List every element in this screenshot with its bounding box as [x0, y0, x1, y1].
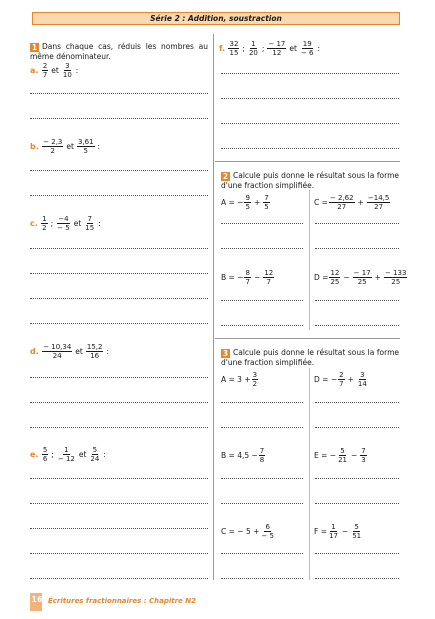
answer-line — [30, 503, 208, 504]
ex1-instruction: Dans chaque cas, réduis les nombres au même dénominateur. — [30, 42, 208, 61]
answer-line — [315, 503, 399, 504]
answer-line — [315, 578, 399, 579]
numerator: 1 — [64, 446, 69, 454]
ex3-instruction: Calcule puis donne le résultat sous la forme d'une fraction simplifiée. — [221, 348, 399, 367]
numerator: 7 — [87, 215, 92, 223]
denominator: 14 — [357, 380, 367, 388]
separator: : — [98, 219, 101, 228]
separator: ; — [50, 219, 54, 228]
operator: + — [347, 375, 354, 384]
denominator: − 5 — [261, 532, 274, 540]
denominator: 16 — [90, 352, 100, 360]
answer-line — [221, 553, 303, 554]
denominator: 12 — [272, 49, 282, 57]
numerator: 1 — [331, 523, 336, 531]
denominator: 5 — [83, 147, 88, 155]
expr-prefix: C = — [314, 198, 328, 207]
fraction — [300, 40, 315, 57]
fraction — [42, 343, 72, 360]
fraction — [248, 40, 259, 57]
answer-line — [221, 503, 303, 504]
fraction — [42, 62, 48, 79]
answer-line — [221, 427, 303, 428]
numerator: 3 — [65, 62, 70, 70]
ex2-expr-b — [221, 269, 275, 286]
ex2-expr-a — [221, 194, 271, 211]
fraction — [360, 447, 366, 464]
numerator: 12 — [330, 269, 340, 277]
answer-line — [30, 323, 208, 324]
expr-prefix: D = − — [314, 375, 338, 384]
ex1-number: 1 — [31, 42, 38, 52]
answer-line — [30, 170, 208, 171]
denominator: 2 — [50, 147, 55, 155]
numerator: 19 — [302, 40, 312, 48]
answer-line — [221, 578, 303, 579]
fraction — [244, 194, 250, 211]
series-title: Série 2 : Addition, soustraction — [150, 14, 282, 23]
answer-line — [30, 298, 208, 299]
answer-line — [315, 223, 399, 224]
separator: ; — [242, 44, 245, 53]
answer-line — [221, 478, 303, 479]
answer-line — [315, 300, 399, 301]
fraction — [57, 446, 76, 463]
answer-line — [315, 553, 399, 554]
separator: : — [106, 347, 109, 356]
fraction — [244, 269, 250, 286]
separator: et — [66, 142, 74, 151]
answer-line — [221, 98, 399, 99]
operator: − — [253, 273, 261, 282]
denominator: 24 — [52, 352, 62, 360]
answer-line — [30, 195, 208, 196]
operator: − — [351, 451, 358, 460]
fraction — [367, 194, 390, 211]
numerator: 7 — [259, 447, 265, 455]
ex3-expr-d — [314, 371, 369, 388]
answer-line — [30, 578, 208, 579]
fraction — [41, 215, 47, 232]
section-divider — [215, 161, 400, 162]
denominator: 24 — [90, 455, 100, 463]
ex3-number: 3 — [222, 348, 229, 358]
answer-line — [221, 148, 399, 149]
ex3-expr-f — [314, 523, 363, 540]
numerator: 3 — [252, 371, 258, 379]
separator: : — [103, 450, 106, 459]
denominator: 2 — [42, 224, 47, 232]
numerator: 7 — [264, 194, 269, 202]
numerator: − 2,3 — [43, 138, 63, 146]
answer-line — [30, 118, 208, 119]
numerator: − 10,34 — [43, 343, 72, 351]
numerator: 5 — [354, 523, 359, 531]
operator: − — [341, 527, 349, 536]
numerator: 32 — [229, 40, 239, 48]
ex3-expr-a — [221, 371, 259, 388]
ex3-expr-c — [221, 523, 276, 540]
ex2-column-divider — [309, 190, 310, 330]
denominator: 6 — [42, 455, 48, 463]
fraction — [338, 371, 344, 388]
answer-line — [221, 73, 399, 74]
ex1-item-a — [30, 62, 80, 79]
ex2-instruction-block — [221, 171, 399, 190]
series-header — [32, 12, 400, 25]
answer-line — [221, 402, 303, 403]
answer-line — [30, 377, 208, 378]
denominator: 7 — [245, 278, 250, 286]
answer-line — [221, 248, 303, 249]
ex2-expr-d — [314, 269, 408, 286]
fraction — [42, 446, 48, 463]
numerator: − 133 — [384, 269, 407, 277]
denominator: 27 — [374, 203, 384, 211]
numerator: 12 — [264, 269, 274, 277]
numerator: 1 — [42, 215, 47, 223]
denominator: 3 — [361, 456, 366, 464]
separator: et — [78, 450, 87, 459]
numerator: 3 — [360, 371, 365, 379]
numerator: −14,5 — [367, 194, 390, 202]
ex2-number: 2 — [222, 171, 229, 181]
fraction — [62, 62, 73, 79]
numerator: 6 — [265, 523, 270, 531]
ex1-instruction-block — [30, 42, 208, 61]
fraction — [263, 269, 274, 286]
denominator: 15 — [85, 224, 95, 232]
numerator: 7 — [361, 447, 366, 455]
denominator: 21 — [338, 456, 347, 464]
expr-prefix: C = − 5 + — [221, 527, 260, 536]
answer-line — [30, 478, 208, 479]
expr-prefix: E = − — [314, 451, 337, 460]
ex1-item-f — [219, 40, 322, 57]
denominator: 27 — [337, 203, 347, 211]
answer-line — [315, 325, 399, 326]
denominator: 17 — [328, 532, 338, 540]
ex3-instruction-block — [221, 348, 399, 367]
fraction — [353, 269, 372, 286]
separator: et — [75, 347, 83, 356]
separator: : — [97, 142, 101, 151]
expr-prefix: F = — [314, 527, 327, 536]
ex3-expr-e — [314, 447, 368, 464]
section-divider — [215, 338, 400, 339]
separator: et — [51, 66, 59, 75]
separator: et — [73, 219, 82, 228]
item-label: a. — [30, 66, 39, 75]
operator: + — [357, 198, 364, 207]
answer-line — [315, 248, 399, 249]
expr-prefix: B = − — [221, 273, 244, 282]
fraction — [267, 40, 286, 57]
separator: : — [317, 44, 321, 53]
operator: + — [253, 198, 261, 207]
answer-line — [30, 528, 208, 529]
denominator: 25 — [391, 278, 401, 286]
numerator: 1 — [251, 40, 256, 48]
fraction — [357, 371, 368, 388]
expr-prefix: D = — [314, 273, 329, 282]
item-label: d. — [30, 347, 39, 356]
denominator: 2 — [252, 380, 258, 388]
numerator: 15,2 — [86, 343, 103, 351]
numerator: 5 — [42, 446, 48, 454]
item-label: b. — [30, 142, 39, 151]
denominator: 8 — [259, 456, 265, 464]
numerator: 8 — [245, 269, 250, 277]
ex2-instruction: Calcule puis donne le résultat sous la forme d'une fraction simplifiée. — [221, 171, 399, 190]
answer-line — [221, 123, 399, 124]
denominator: − 12 — [57, 455, 75, 463]
ex2-expr-c — [314, 194, 391, 211]
answer-line — [30, 427, 208, 428]
fraction — [328, 523, 339, 540]
answer-line — [30, 93, 208, 94]
ex1-item-c — [30, 215, 103, 232]
ex1-item-d — [30, 343, 111, 360]
denominator: 51 — [352, 532, 362, 540]
denominator: 7 — [339, 380, 344, 388]
answer-line — [315, 478, 399, 479]
numerator: 5 — [340, 447, 345, 455]
fraction — [263, 194, 269, 211]
item-label: c. — [30, 219, 38, 228]
operator: + — [374, 273, 381, 282]
fraction — [86, 343, 104, 360]
numerator: 9 — [245, 194, 250, 202]
denominator: 10 — [62, 71, 72, 79]
answer-line — [315, 427, 399, 428]
chapter-footer: Écritures fractionnaires : Chapitre N2 — [48, 597, 196, 605]
separator: et — [289, 44, 297, 53]
numerator: 3,61 — [77, 138, 94, 146]
separator: ; — [51, 450, 54, 459]
denominator: 7 — [42, 71, 48, 79]
page-number: 16 — [31, 595, 43, 604]
denominator: − 6 — [300, 49, 314, 57]
fraction — [84, 215, 95, 232]
fraction — [329, 269, 340, 286]
answer-line — [221, 325, 303, 326]
numerator: 2 — [339, 371, 344, 379]
denominator: 25 — [357, 278, 367, 286]
expr-prefix: B = 4,5 − — [221, 451, 258, 460]
ex3-column-divider — [309, 368, 310, 580]
fraction — [77, 138, 95, 155]
ex1-item-e — [30, 446, 108, 463]
numerator: −4 — [58, 215, 69, 223]
fraction — [260, 523, 275, 540]
denominator: 20 — [248, 49, 258, 57]
denominator: 5 — [264, 203, 269, 211]
separator: ; — [261, 44, 265, 53]
denominator: − 5 — [57, 224, 70, 232]
separator: : — [75, 66, 79, 75]
fraction — [228, 40, 239, 57]
numerator: − 17 — [353, 269, 371, 277]
fraction — [329, 194, 355, 211]
denominator: 7 — [266, 278, 271, 286]
expr-prefix: A = − — [221, 198, 244, 207]
fraction — [89, 446, 100, 463]
fraction — [337, 447, 348, 464]
fraction — [56, 215, 71, 232]
answer-line — [30, 402, 208, 403]
ex3-expr-b — [221, 447, 266, 464]
ex1-item-b — [30, 138, 102, 155]
numerator: − 2,62 — [329, 194, 354, 202]
fraction — [259, 447, 265, 464]
fraction — [252, 371, 258, 388]
denominator: 5 — [245, 203, 250, 211]
answer-line — [221, 300, 303, 301]
item-label: f. — [219, 44, 226, 53]
answer-line — [30, 553, 208, 554]
denominator: 25 — [330, 278, 340, 286]
fraction — [42, 138, 63, 155]
denominator: 15 — [229, 49, 239, 57]
answer-line — [315, 402, 399, 403]
numerator: 2 — [42, 62, 48, 70]
numerator: 5 — [92, 446, 98, 454]
numerator: − 17 — [268, 40, 286, 48]
fraction — [384, 269, 407, 286]
answer-line — [30, 273, 208, 274]
column-divider — [213, 34, 214, 580]
expr-prefix: A = 3 + — [221, 375, 251, 384]
operator: − — [343, 273, 350, 282]
answer-line — [30, 248, 208, 249]
item-label: e. — [30, 450, 39, 459]
answer-line — [221, 223, 303, 224]
fraction — [351, 523, 362, 540]
